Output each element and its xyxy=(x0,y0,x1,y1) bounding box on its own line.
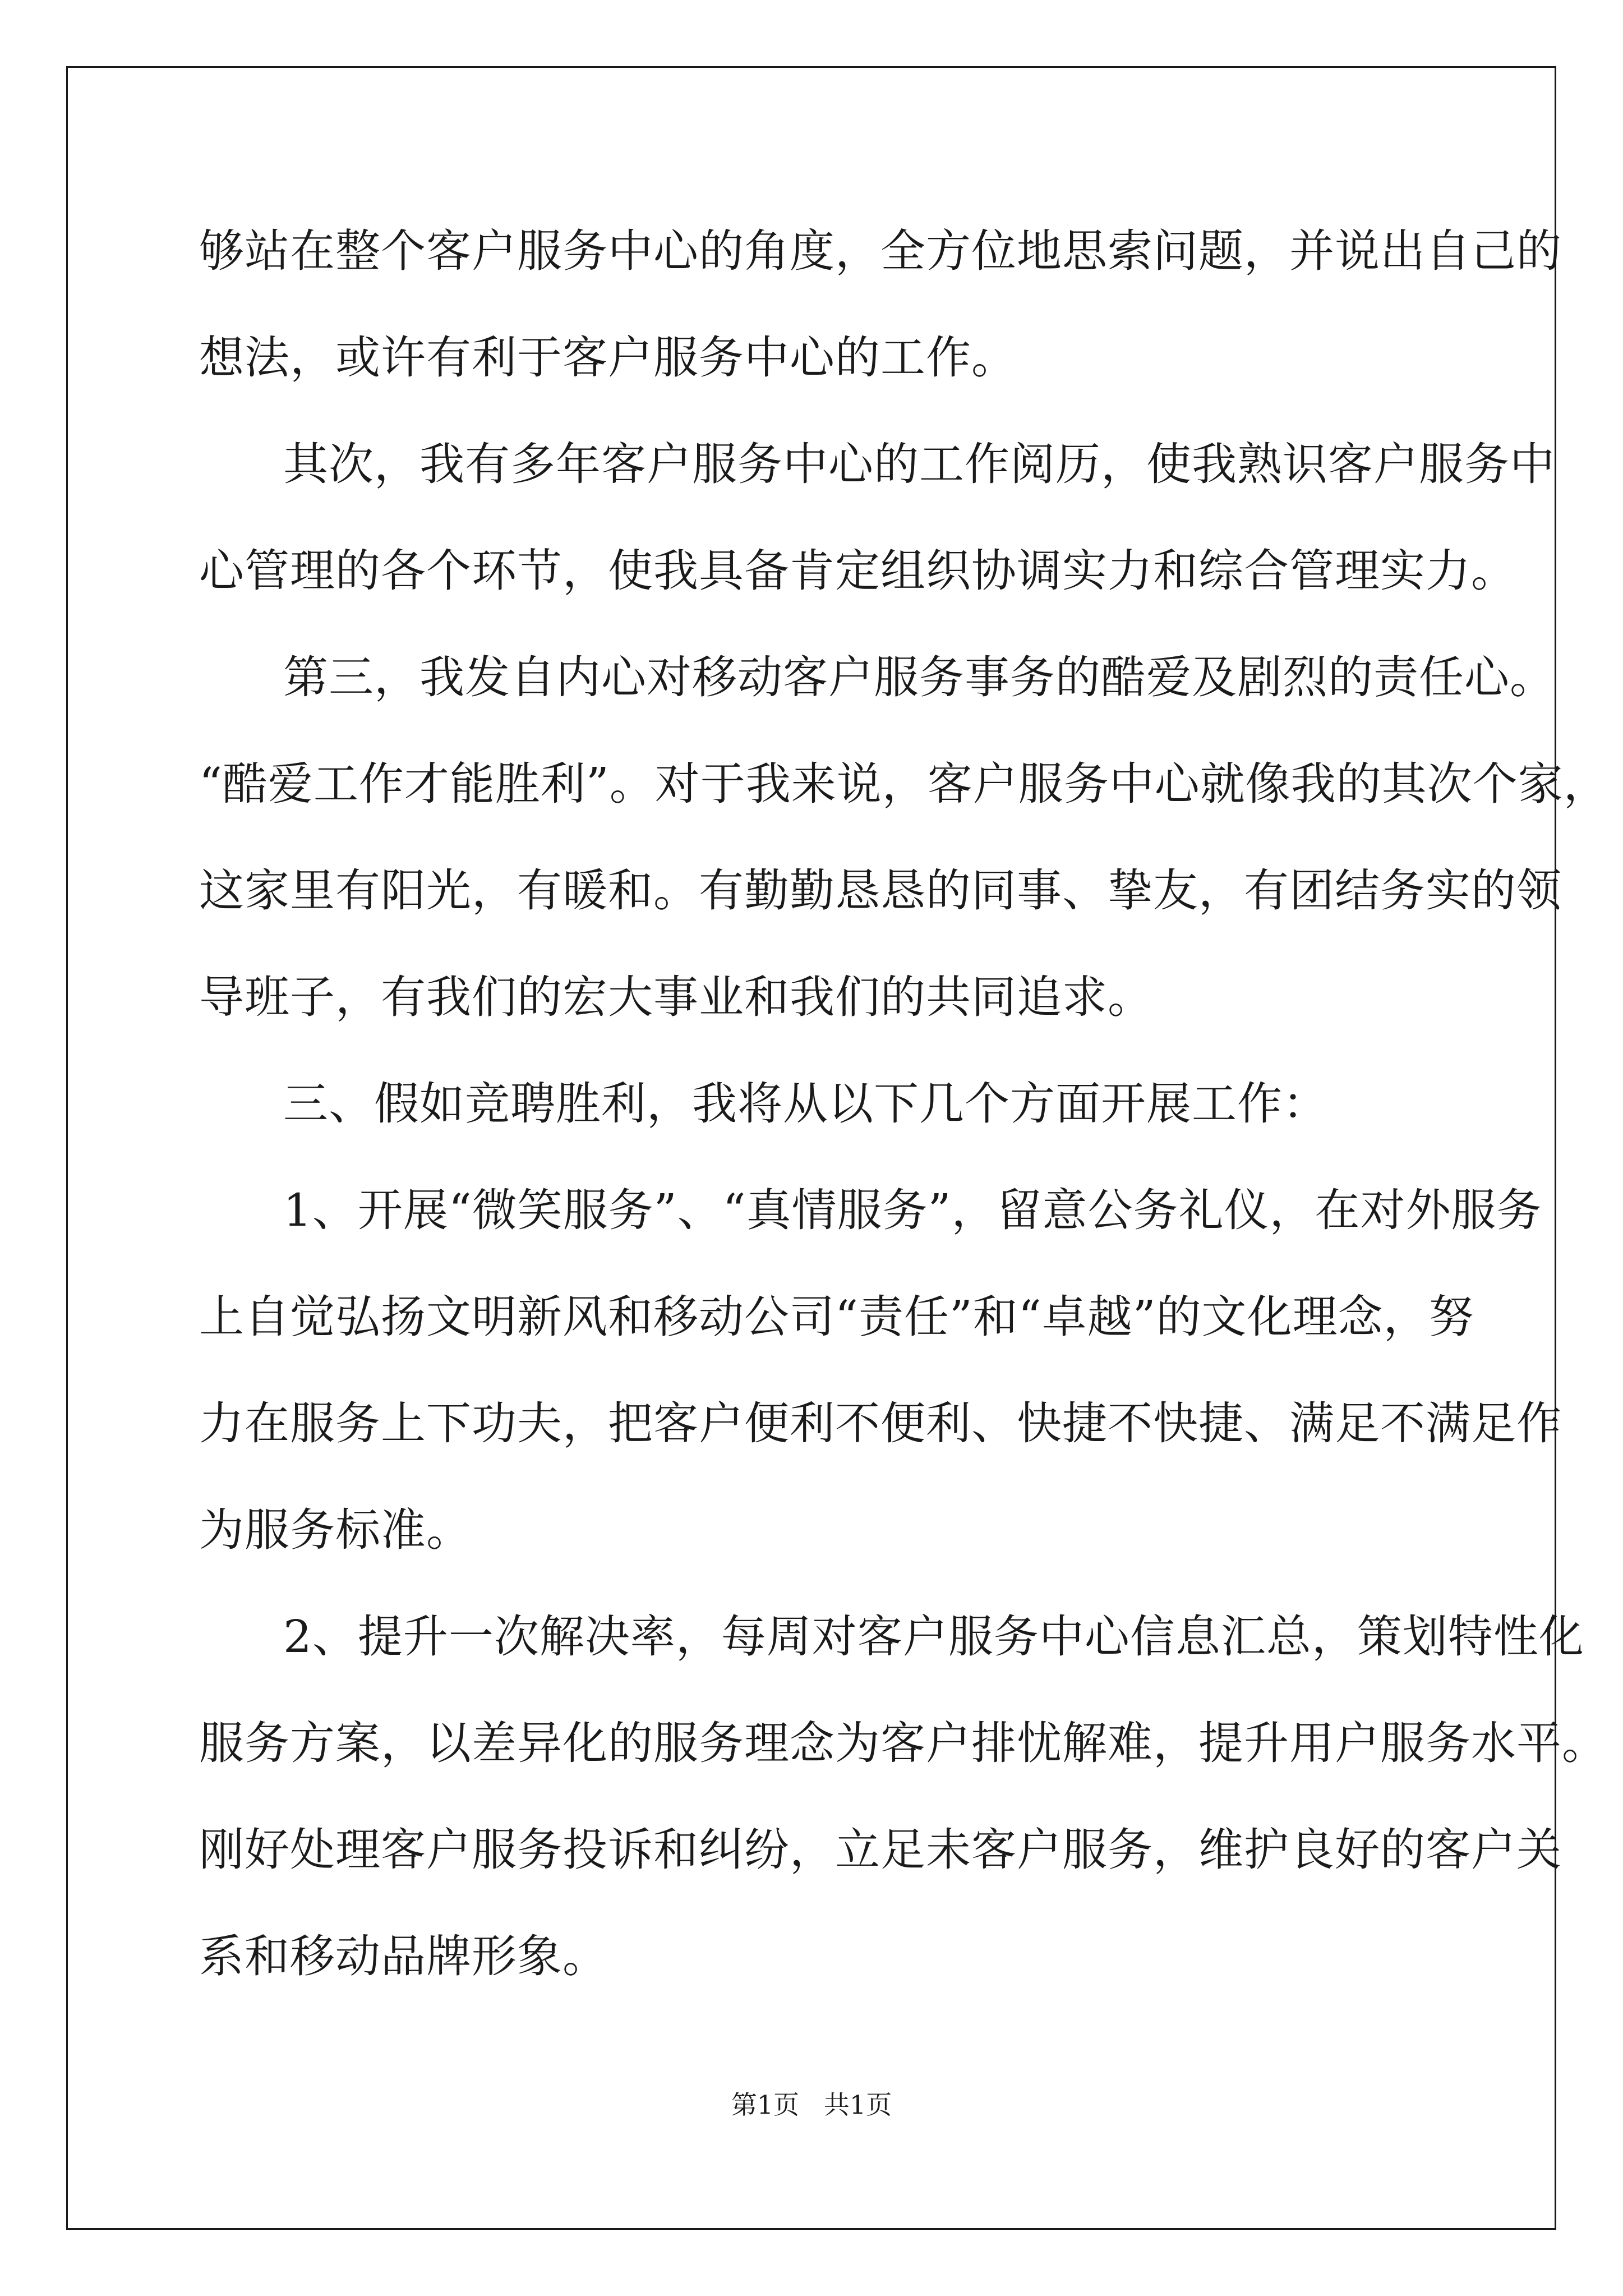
text-line: 上自觉弘扬文明新风和移动公司“责任”和“卓越”的文化理念，努 xyxy=(199,1291,1474,1343)
text-line: 想法，或许有利于客户服务中心的工作。 xyxy=(199,332,1017,384)
text-line: 这家里有阳光，有暖和。有勤勤恳恳的同事、挚友，有团结务实的领 xyxy=(199,864,1562,917)
text-line: 为服务标准。 xyxy=(199,1504,472,1556)
page-number-footer: 第1页 共1页 xyxy=(731,2090,892,2120)
text-line: 服务方案，以差异化的服务理念为客户排忧解难，提升用户服务水平。 xyxy=(199,1717,1607,1769)
text-line: “酷爱工作才能胜利”。对于我来说，客户服务中心就像我的其次个家， xyxy=(199,758,1609,810)
text-line: 2、提升一次解决率，每周对客户服务中心信息汇总，策划特性化 xyxy=(283,1611,1584,1663)
text-line: 导班子，有我们的宏大事业和我们的共同追求。 xyxy=(199,971,1153,1023)
page-border xyxy=(66,66,1556,2230)
text-line: 其次，我有多年客户服务中心的工作阅历，使我熟识客户服务中 xyxy=(283,438,1555,490)
text-line: 三、假如竞聘胜利，我将从以下几个方面开展工作： xyxy=(283,1078,1328,1130)
text-line: 心管理的各个环节，使我具备肯定组织协调实力和综合管理实力。 xyxy=(199,545,1516,597)
text-line: 力在服务上下功夫，把客户便利不便利、快捷不快捷、满足不满足作 xyxy=(199,1397,1562,1450)
text-line: 系和移动品牌形象。 xyxy=(199,1930,608,1982)
text-line: 第三，我发自内心对移动客户服务事务的酷爱及剧烈的责任心。 xyxy=(283,651,1555,703)
text-line: 刚好处理客户服务投诉和纠纷，立足未客户服务，维护良好的客户关 xyxy=(199,1824,1562,1876)
text-line: 够站在整个客户服务中心的角度，全方位地思索问题，并说出自己的 xyxy=(199,225,1562,277)
text-line: 1、开展“微笑服务”、“真情服务”，留意公务礼仪，在对外服务 xyxy=(283,1184,1542,1236)
